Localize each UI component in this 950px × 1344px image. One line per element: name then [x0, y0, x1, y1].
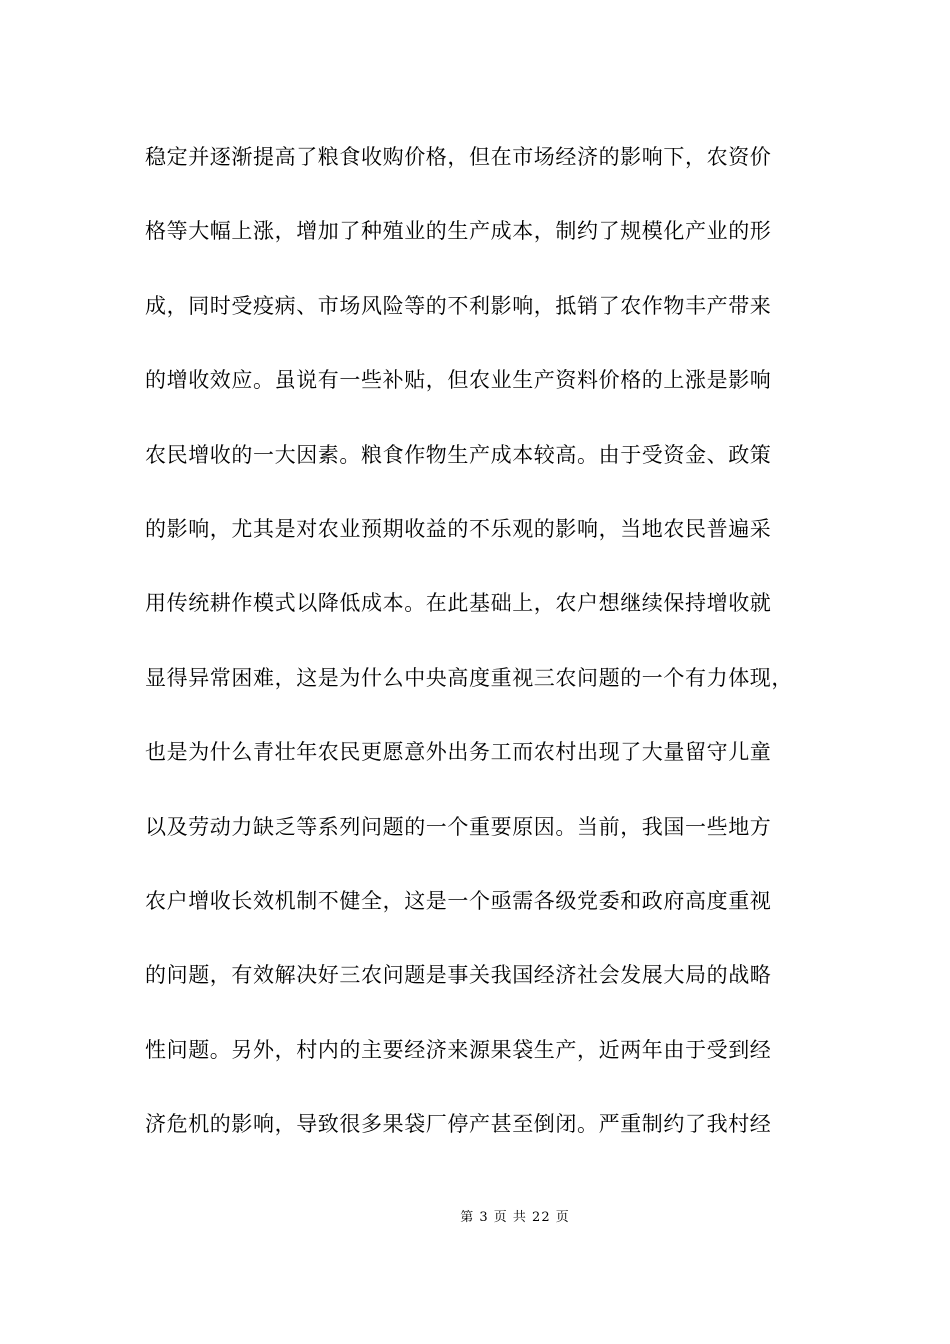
text-line: 用传统耕作模式以降低成本。在此基础上，农户想继续保持增收就	[145, 591, 772, 616]
body-text	[145, 133, 845, 1174]
text-line: 的影响，尤其是对农业预期收益的不乐观的影响，当地农民普遍采	[145, 516, 772, 541]
page-number-footer: 第 3 页 共 22 页	[460, 1210, 570, 1225]
text-line: 格等大幅上涨，增加了种殖业的生产成本，制约了规模化产业的形	[145, 219, 772, 244]
text-line: 成，同时受疫病、市场风险等的不利影响，抵销了农作物丰产带来	[145, 293, 772, 318]
text-line: 农民增收的一大因素。粮食作物生产成本较高。由于受资金、政策	[145, 442, 772, 467]
text-line: 稳定并逐渐提高了粮食收购价格，但在市场经济的影响下，农资价	[145, 145, 772, 169]
text-line: 以及劳动力缺乏等系列问题的一个重要原因。当前，我国一些地方	[145, 814, 772, 839]
text-line: 的增收效应。虽说有一些补贴，但农业生产资料价格的上涨是影响	[145, 368, 772, 393]
text-line: 性问题。另外，村内的主要经济来源果袋生产，近两年由于受到经	[145, 1037, 772, 1062]
text-line: 农户增收长效机制不健全，这是一个亟需各级党委和政府高度重视	[145, 888, 772, 913]
text-line: 的问题，有效解决好三农问题是事关我国经济社会发展大局的战略	[145, 963, 772, 988]
text-line: 也是为什么青壮年农民更愿意外出务工而农村出现了大量留守儿童	[145, 740, 772, 765]
text-line: 济危机的影响，导致很多果袋厂停产甚至倒闭。严重制约了我村经	[145, 1112, 772, 1137]
text-line: 显得异常困难，这是为什么中央高度重视三农问题的一个有力体现，	[145, 665, 793, 690]
